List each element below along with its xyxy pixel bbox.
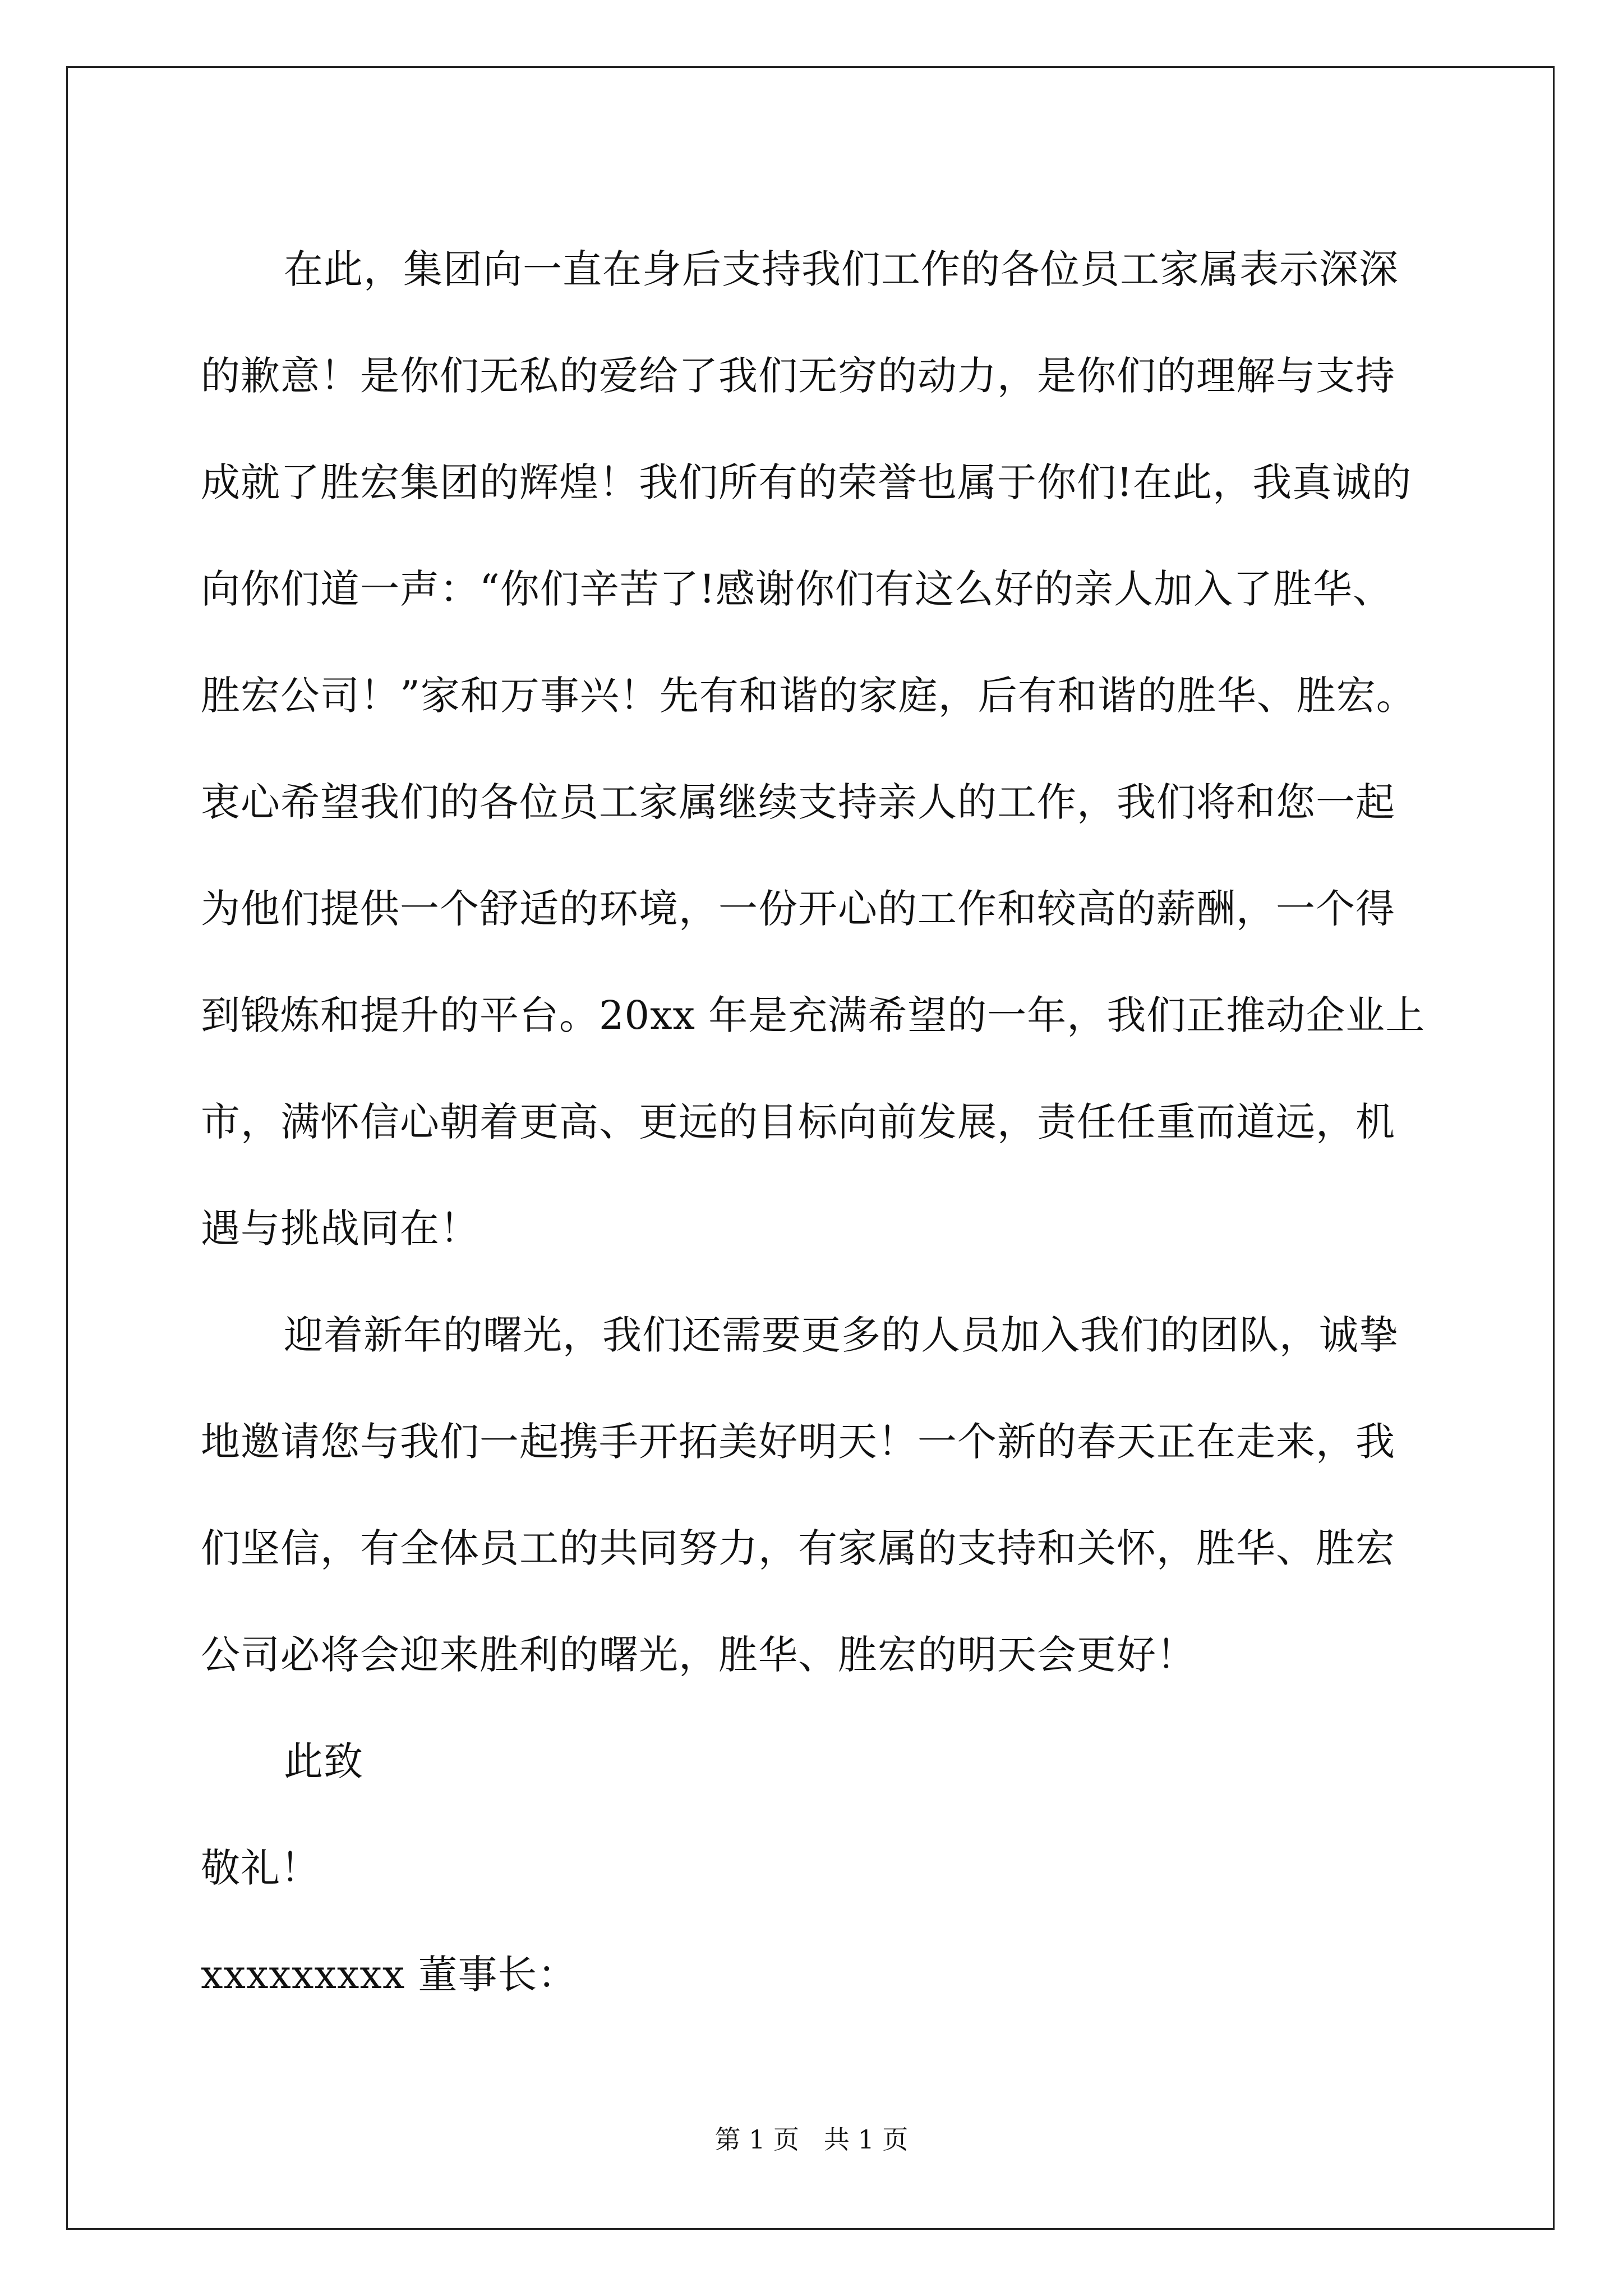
page-number-footer: 第 1 页 共 1 页 bbox=[714, 2124, 909, 2155]
text-line: 们坚信，有全体员工的共同努力，有家属的支持和关怀，胜华、胜宏 bbox=[201, 1525, 1395, 1571]
text-line: 迎着新年的曙光，我们还需要更多的人员加入我们的团队，诚挚 bbox=[284, 1312, 1399, 1358]
signature-line: xxxxxxxxx 董事长： bbox=[201, 1952, 578, 1998]
text-line: 衷心希望我们的各位员工家属继续支持亲人的工作，我们将和您一起 bbox=[201, 779, 1395, 825]
text-line: 市，满怀信心朝着更高、更远的目标向前发展，责任任重而道远，机 bbox=[201, 1099, 1395, 1145]
text-line: 公司必将会迎来胜利的曙光，胜华、胜宏的明天会更好！ bbox=[201, 1632, 1196, 1678]
text-line: 胜宏公司！”家和万事兴！先有和谐的家庭，后有和谐的胜华、胜宏。 bbox=[201, 673, 1416, 719]
text-line: 在此，集团向一直在身后支持我们工作的各位员工家属表示深深 bbox=[284, 246, 1399, 292]
text-line: 成就了胜宏集团的辉煌！我们所有的荣誉也属于你们!在此，我真诚的 bbox=[201, 459, 1412, 505]
text-line: 的歉意！是你们无私的爱给了我们无穷的动力，是你们的理解与支持 bbox=[201, 353, 1395, 399]
closing-salutation: 此致 bbox=[284, 1738, 363, 1784]
text-line: 地邀请您与我们一起携手开拓美好明天！一个新的春天正在走来，我 bbox=[201, 1419, 1395, 1465]
text-line: 到锻炼和提升的平台。20xx 年是充满希望的一年，我们正推动企业上 bbox=[201, 992, 1426, 1038]
text-line: 向你们道一声：“你们辛苦了!感谢你们有这么好的亲人加入了胜华、 bbox=[201, 566, 1393, 612]
text-line: 为他们提供一个舒适的环境，一份开心的工作和较高的薪酬，一个得 bbox=[201, 886, 1395, 932]
letter-body bbox=[201, 216, 1457, 2028]
closing-regards: 敬礼！ bbox=[201, 1845, 320, 1891]
text-line: 遇与挑战同在！ bbox=[201, 1205, 479, 1251]
